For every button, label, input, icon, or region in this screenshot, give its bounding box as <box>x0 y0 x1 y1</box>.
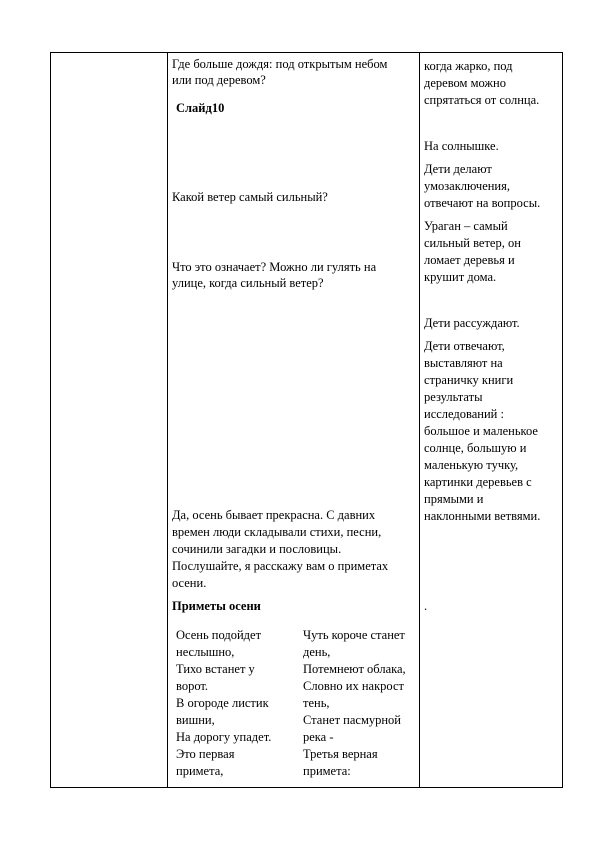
answer-results-line-11: наклонными ветвями. <box>424 509 541 523</box>
answer-results-line-4: результаты <box>424 390 483 404</box>
poem-right-line-4: Словно их накрост <box>303 679 404 693</box>
question-walk-line-1: Что это означает? Можно ли гулять на <box>172 260 377 274</box>
poem-left-line-7: На дорогу упадет. <box>176 730 272 744</box>
poem-right-line-1: Чуть короче станет <box>303 628 405 642</box>
poem-right-line-5: тень, <box>303 696 330 710</box>
story-line-5: осени. <box>172 576 207 590</box>
answer-results-line-9: картинки деревьев с <box>424 475 532 489</box>
poem-right-line-9: примета: <box>303 764 351 778</box>
answer-hurricane-line-4: крушит дома. <box>424 270 497 284</box>
answer-results-line-5: исследований : <box>424 407 504 421</box>
story-line-2: времен люди складывали стихи, песни, <box>172 525 382 539</box>
answer-rain-line-2: деревом можно <box>424 76 506 90</box>
poem-left-line-2: неслышно, <box>176 645 235 659</box>
answer-reason: Дети рассуждают. <box>424 316 520 330</box>
answer-conclude-line-1: Дети делают <box>424 162 492 176</box>
answer-results-line-2: выставляют на <box>424 356 503 370</box>
answer-hurricane-line-1: Ураган – самый <box>424 219 508 233</box>
answer-results-line-3: страничку книги <box>424 373 514 387</box>
stray-dot: . <box>424 599 428 613</box>
answer-results-line-10: прямыми и <box>424 492 484 506</box>
poem-right-line-6: Станет пасмурной <box>303 713 401 727</box>
answer-rain-line-1: когда жарко, под <box>424 59 513 73</box>
story-line-1: Да, осень бывает прекрасна. С давних <box>172 508 376 522</box>
poem-left-line-5: В огороде листик <box>176 696 269 710</box>
answer-rain-line-3: спрятаться от солнца. <box>424 93 540 107</box>
slide-heading: Слайд10 <box>176 101 225 115</box>
answer-conclude-line-3: отвечают на вопросы. <box>424 196 541 210</box>
answer-conclude-line-2: умозаключения, <box>424 179 510 193</box>
poem-right-line-8: Третья верная <box>303 747 378 761</box>
question-rain-line-1: Где больше дождя: под открытым небом <box>172 57 388 71</box>
poem-left-line-9: примета, <box>176 764 224 778</box>
poem-left-line-6: вишни, <box>176 713 215 727</box>
poem-right-line-3: Потемнеют облака, <box>303 662 406 676</box>
poem-right-line-2: день, <box>303 645 331 659</box>
answer-results-line-6: большое и маленькое <box>424 424 538 438</box>
poem-right-line-7: река - <box>303 730 334 744</box>
signs-heading: Приметы осени <box>172 599 261 613</box>
poem-left-line-1: Осень подойдет <box>176 628 262 642</box>
question-walk-line-2: улице, когда сильный ветер? <box>172 276 324 290</box>
answer-results-line-7: солнце, большую и <box>424 441 527 455</box>
answer-results-line-1: Дети отвечают, <box>424 339 505 353</box>
answer-hurricane-line-3: ломает деревья и <box>424 253 515 267</box>
poem-left-line-4: ворот. <box>176 679 209 693</box>
answer-sun: На солнышке. <box>424 139 499 153</box>
story-line-3: сочинили загадки и пословицы. <box>172 542 342 556</box>
question-wind: Какой ветер самый сильный? <box>172 190 328 204</box>
poem-left-line-8: Это первая <box>176 747 235 761</box>
story-line-4: Послушайте, я расскажу вам о приметах <box>172 559 389 573</box>
poem-left-line-3: Тихо встанет у <box>176 662 255 676</box>
answer-results-line-8: маленькую тучку, <box>424 458 519 472</box>
column-divider-1 <box>167 53 168 787</box>
column-divider-2 <box>419 53 420 787</box>
question-rain-line-2: или под деревом? <box>172 73 266 87</box>
answer-hurricane-line-2: сильный ветер, он <box>424 236 521 250</box>
